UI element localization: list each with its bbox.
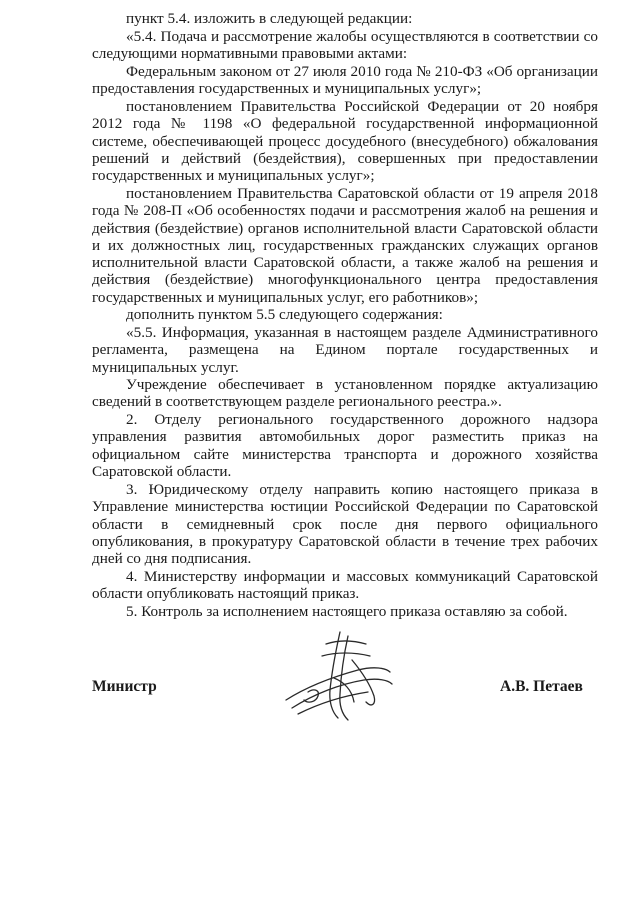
paragraph-federal-law: Федеральным законом от 27 июля 2010 года № 210-ФЗ «Об организации предоставления государственных и муниципальных услуг»; [92,63,598,98]
paragraph-item-2: 2. Отделу регионального государственного дорожного надзора управления развития автомобильных дорог разместить приказ на официальном сайте министерства транспорта и дорожного хозяйства Саратовской области. [92,411,598,480]
paragraph-item-4: 4. Министерству информации и массовых коммуникаций Саратовской области опубликовать настоящий приказ. [92,568,598,603]
paragraph-intro: пункт 5.4. изложить в следующей редакции: [126,10,413,27]
handwritten-signature [278,630,398,725]
paragraph-saratov-decree: постановлением Правительства Саратовской области от 19 апреля 2018 года № 208-П «Об особенностях подачи и рассмотрения жалоб на решения и действия (бездействие) органов исполнительной власти Саратовской области и их должностных лиц, государственных гражданских служащих органов исполнительной власти Саратовской области, а также жалоб на решения и действия (бездействие) многофункционального центра предоставления государственных и муниципальных услуг, его работников»; [92,185,598,306]
paragraph-add-5-5: дополнить пунктом 5.5 следующего содержания: [126,306,443,323]
paragraph-registry-update: Учреждение обеспечивает в установленном порядке актуализацию сведений в соответствующем разделе регионального реестра.». [92,376,598,411]
paragraph-item-5: 5. Контроль за исполнением настоящего приказа оставляю за собой. [126,603,568,620]
signatory-title: Министр [92,678,157,695]
paragraph-5-5: «5.5. Информация, указанная в настоящем разделе Административного регламента, размещена на Едином портале государственных и муниципальных услуг. [92,324,598,376]
paragraph-rf-government-decree: постановлением Правительства Российской Федерации от 20 ноября 2012 года № 1198 «О федеральной государственной информационной системе, обеспечивающей процесс досудебного (внесудебного) обжалования решений и действий (бездействия), совершенных при предоставлении государственных и муниципальных услуг»; [92,98,598,185]
signature-block [0,678,640,758]
paragraph-item-3: 3. Юридическому отделу направить копию настоящего приказа в Управление министерства юстиции Российской Федерации по Саратовской области в семидневный срок после дня первого официального опубликования, в прокуратуру Саратовской области в течение трех рабочих дней со дня подписания. [92,481,598,568]
paragraph-5-4-heading: «5.4. Подача и рассмотрение жалобы осуществляются в соответствии со следующими нормативными правовыми актами: [92,28,598,63]
signatory-name: А.В. Петаев [500,678,583,695]
